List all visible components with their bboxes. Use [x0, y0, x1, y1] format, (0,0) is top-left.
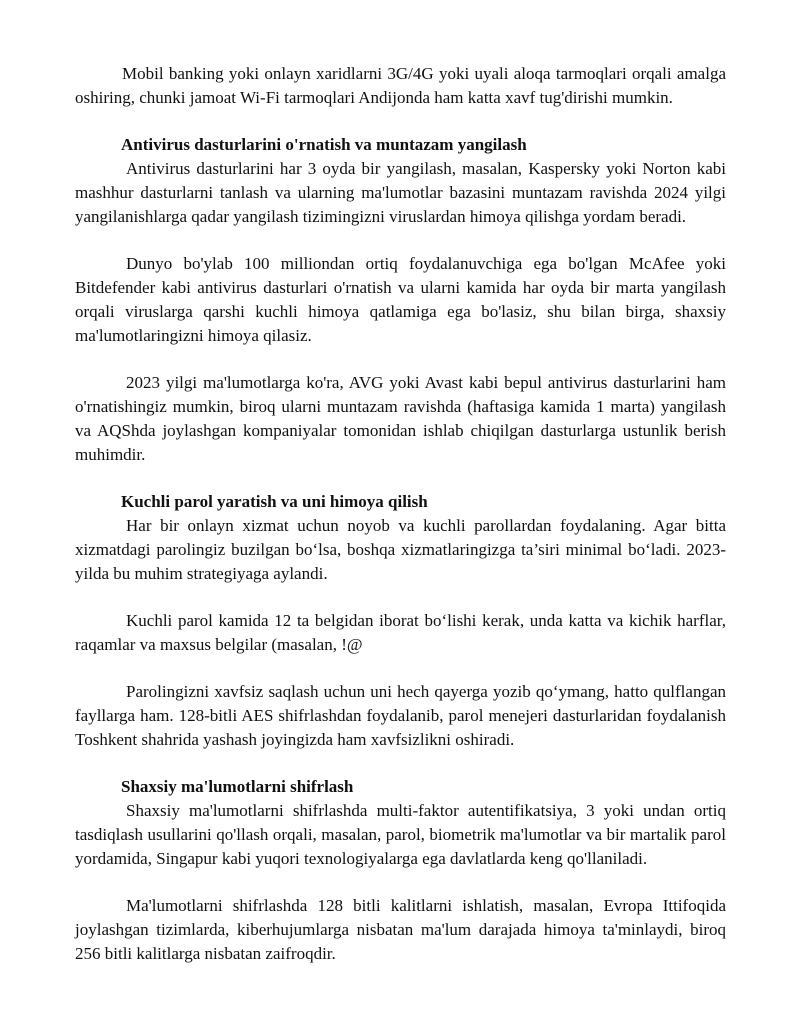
paragraph-mfa: Shaxsiy ma'lumotlarni shifrlashda multi-faktor autentifikatsiya, 3 yoki undan ortiq tasdiqlash usullarini qo'llash orqali, masalan, parol, biometrik ma'lumotlar va bir martalik parol yordamida, Singapur kabi yuqori texnologiyalarga ega davlatlarda keng qo'llaniladi.: [75, 801, 726, 868]
paragraph-password-length: Kuchli parol kamida 12 ta belgidan iborat bo‘lishi kerak, unda katta va kichik harflar, raqamlar va maxsus belgilar (masalan, !@: [75, 611, 726, 654]
heading-encryption: Shaxsiy ma'lumotlarni shifrlash: [121, 777, 354, 796]
paragraph-avg-avast: 2023 yilgi ma'lumotlarga ko'ra, AVG yoki Avast kabi bepul antivirus dasturlarini ham o'rnatishingiz mumkin, biroq ularni muntazam ravishda (haftasiga kamida 1 marta) yangilash va AQShda joylashgan kompaniyalar tomonidan ishlab chiqilgan dasturlarga ustunlik berish muhimdir.: [75, 373, 726, 464]
heading-strong-password: Kuchli parol yaratish va uni himoya qilish: [121, 492, 428, 511]
paragraph-password-storage: Parolingizni xavfsiz saqlash uchun uni hech qayerga yozib qo‘ymang, hatto qulflangan fayllarga ham. 128-bitli AES shifrlashdan foydalanib, parol menejeri dasturlaridan foydalanish Toshkent shahrida yashash joyingizda ham xavfsizlikni oshiradi.: [75, 682, 726, 749]
paragraph-key-length: Ma'lumotlarni shifrlashda 128 bitli kalitlarni ishlatish, masalan, Evropa Ittifoqida joylashgan tizimlarda, kiberhujumlarga nisbatan ma'lum darajada himoya ta'minlaydi, biroq 256 bitli kalitlarga nisbatan zaifroqdir.: [75, 896, 726, 963]
paragraph-unique-passwords: Har bir onlayn xizmat uchun noyob va kuchli parollardan foydalaning. Agar bitta xizmatdagi parolingiz buzilgan bo‘lsa, boshqa xizmatlaringizga ta’siri minimal bo‘ladi. 2023-yilda bu muhim strategiyaga aylandi.: [75, 516, 726, 583]
paragraph-antivirus-update: Antivirus dasturlarini har 3 oyda bir yangilash, masalan, Kaspersky yoki Norton kabi mashhur dasturlarni tanlash va ularning ma'lumotlar bazasini muntazam ravishda 2024 yilgi yangilanishlarga qadar yangilash tizimingizni viruslardan himoya qilishga yordam beradi.: [75, 159, 726, 226]
paragraph-mobile-banking: Mobil banking yoki onlayn xaridlarni 3G/4G yoki uyali aloqa tarmoqlari orqali amalga oshiring, chunki jamoat Wi-Fi tarmoqlari Andijonda ham katta xavf tug'dirishi mumkin.: [75, 64, 726, 107]
heading-antivirus: Antivirus dasturlarini o'rnatish va muntazam yangilash: [121, 135, 527, 154]
paragraph-mcafee-bitdefender: Dunyo bo'ylab 100 milliondan ortiq foydalanuvchiga ega bo'lgan McAfee yoki Bitdefender kabi antivirus dasturlari o'rnatish va ularni kamida har oyda bir marta yangilash orqali viruslarga qarshi kuchli himoya qatlamiga ega bo'lasiz, shu bilan birga, shaxsiy ma'lumotlaringizni himoya qilasiz.: [75, 254, 726, 345]
